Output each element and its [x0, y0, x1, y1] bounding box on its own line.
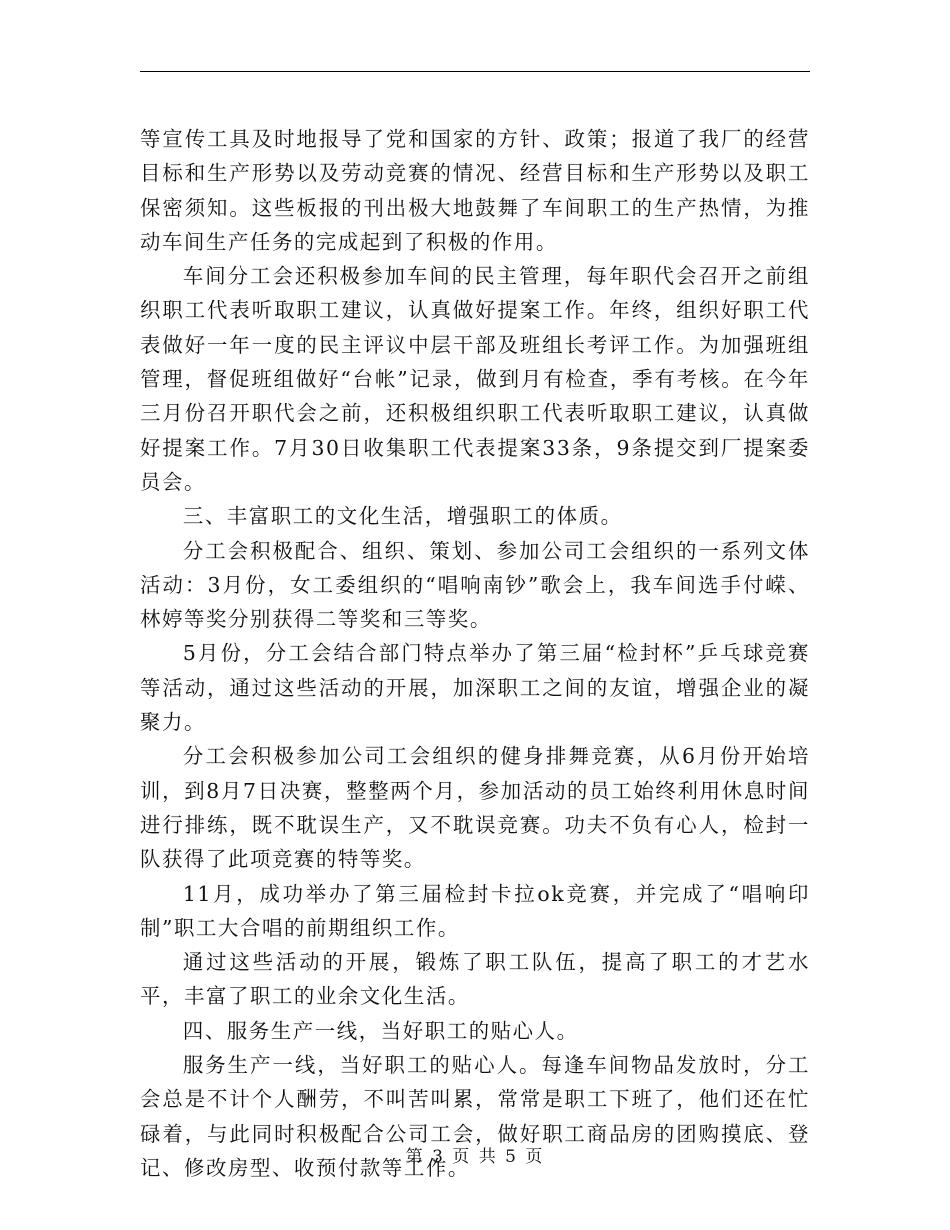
section-heading-4: 四、服务生产一线，当好职工的贴心人。: [182, 1018, 579, 1043]
paragraph-2: 车间分工会还积极参加车间的民主管理，每年职代会召开之前组织职工代表听取职工建议，认真做好提案工作。年终，组织好职工代表做好一年一度的民主评议中层干部及班组长考评工作。为加强班组管理，督促班组做好“台帐”记录，做到月有检查，季有考核。在今年三月份召开职代会之前，还积极组织职工代表听取职工建议，认真做好提案工作。7月30日收集职工代表提案33条，9条提交到厂提案委员会。: [140, 264, 810, 494]
paragraph-1: 等宣传工具及时地报导了党和国家的方针、政策；报道了我厂的经营目标和生产形势以及劳动竞赛的情况、经营目标和生产形势以及职工保密须知。这些板报的刊出极大地鼓舞了车间职工的生产热情，为推动车间生产任务的完成起到了积极的作用。: [140, 127, 810, 254]
page-number: 第 3 页 共 5 页: [405, 1147, 545, 1167]
paragraph-4: 分工会积极配合、组织、策划、参加公司工会组织的一系列文体活动：3月份，女工委组织的“唱响南钞”歌会上，我车间选手付嵘、林婷等奖分别获得二等奖和三等奖。: [140, 538, 810, 632]
paragraph-5: 5月份，分工会结合部门特点举办了第三届“检封杯”乒乓球竞赛等活动，通过这些活动的开展，加深职工之间的友谊，增强企业的凝聚力。: [140, 641, 810, 735]
paragraph-6: 分工会积极参加公司工会组织的健身排舞竞赛，从6月份开始培训，到8月7日决赛，整整两个月，参加活动的员工始终利用休息时间进行排练，既不耽误生产，又不耽误竞赛。功夫不负有心人，检封一队获得了此项竞赛的特等奖。: [140, 744, 810, 872]
paragraph-10: 服务生产一线，当好职工的贴心人。每逢车间物品发放时，分工会总是不计个人酬劳，不叫苦叫累，常常是职工下班了，他们还在忙碌着，与此同时积极配合公司工会，做好职工商品房的团购摸底、登记、修改房型、收预付款等工作。: [140, 1053, 810, 1180]
paragraph-8: 通过这些活动的开展，锻炼了职工队伍，提高了职工的才艺水平，丰富了职工的业余文化生活。: [140, 950, 810, 1009]
header-rule: [140, 71, 810, 72]
paragraph-7: 11月，成功举办了第三届检封卡拉ok竞赛，并完成了“唱响印制”职工大合唱的前期组织工作。: [140, 881, 810, 940]
document-body: [140, 122, 810, 1185]
section-heading-3: 三、丰富职工的文化生活，增强职工的体质。: [182, 504, 623, 529]
